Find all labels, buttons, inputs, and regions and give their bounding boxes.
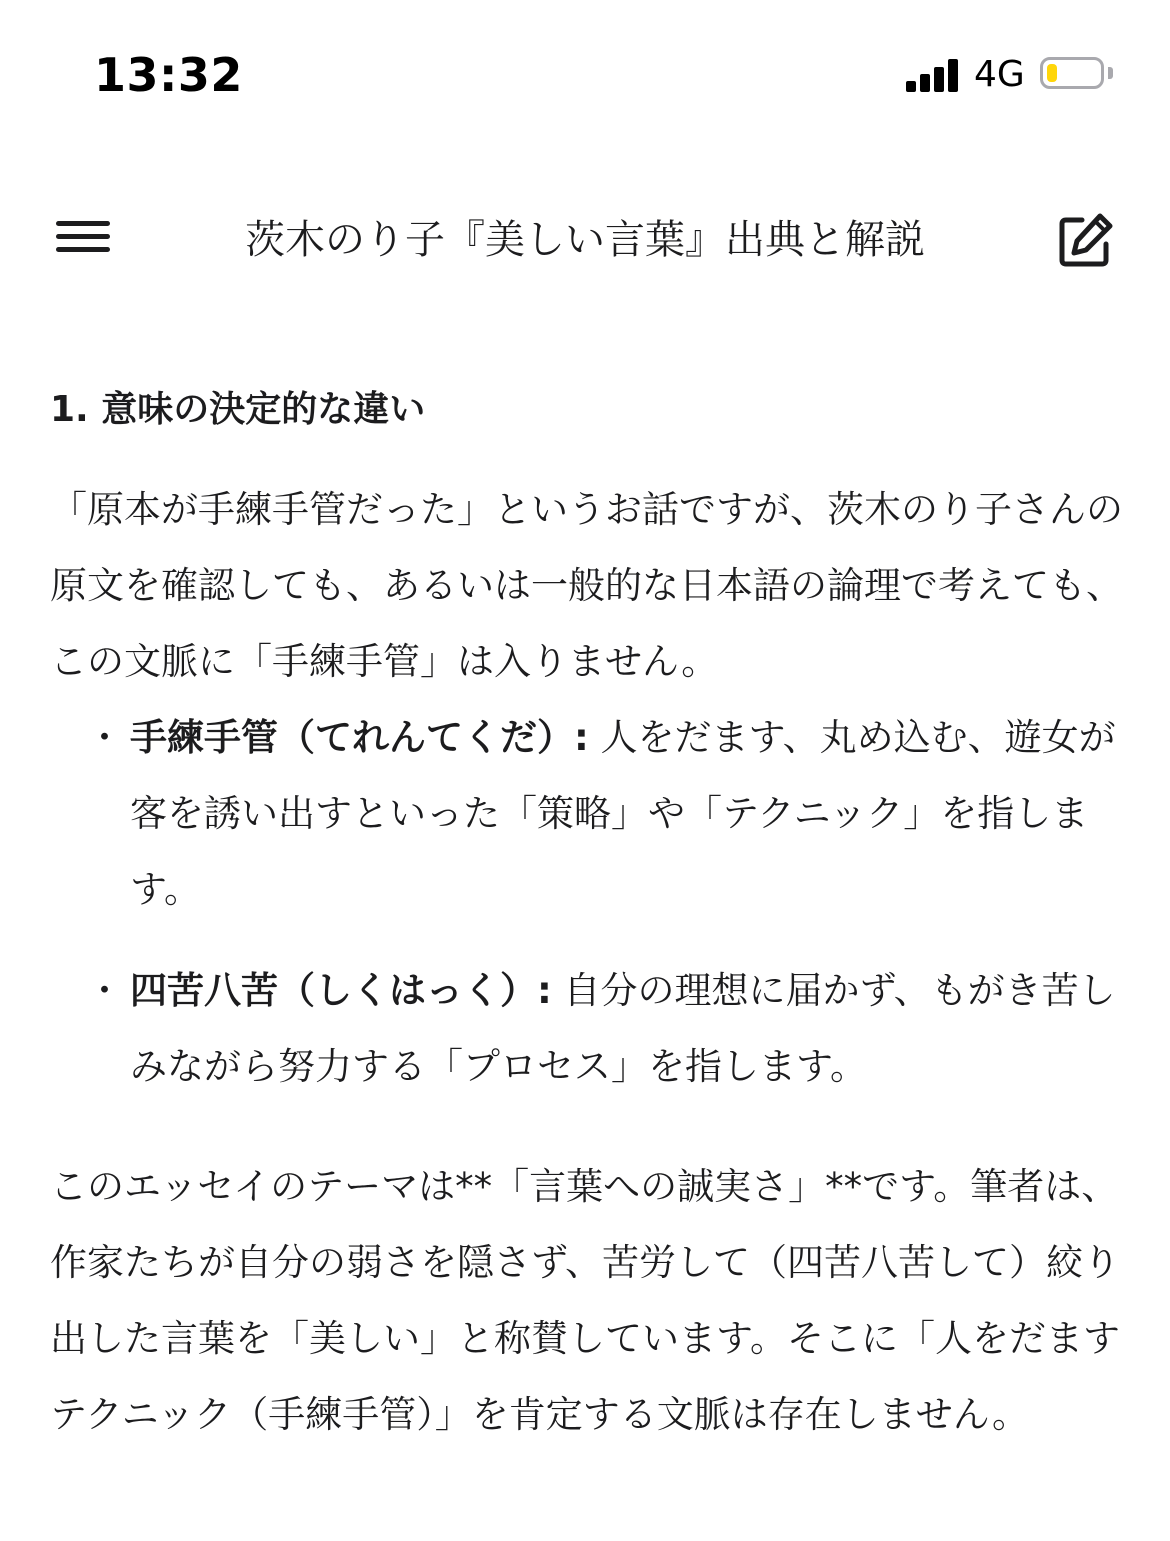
conclusion-paragraph: このエッセイのテーマは**「言葉への誠実さ」**です。筆者は、作家たちが自分の弱さを隠さず、苦労して（四苦八苦して）絞り出した言葉を「美しい」と称賛しています。そこに「人をだますテクニック（手練手管）」を肯定する文脈は存在しません。 — [50, 1165, 1121, 1436]
term-definition: 自分の理想に届かず、もがき苦しみながら努力する「プロセス」を指します。 — [130, 969, 1116, 1088]
intro-paragraph: 「原本が手練手管だった」というお話ですが、茨木のり子さんの原文を確認しても、あるいは一般的な日本語の論理で考えても、この文脈に「手練手管」は入りません。 — [50, 488, 1123, 683]
bullet-marker: ・ — [86, 716, 123, 759]
network-type: 4G — [974, 54, 1025, 95]
app-header — [0, 180, 1170, 290]
term-label: 手練手管（てれんてくだ）: — [130, 716, 589, 759]
hamburger-menu-icon[interactable] — [52, 217, 114, 257]
list-item — [50, 953, 1125, 1105]
compose-icon[interactable] — [1054, 210, 1116, 272]
section-heading: 1. 意味の決定的な違い — [50, 389, 426, 430]
cellular-signal-icon — [906, 58, 960, 92]
term-label: 四苦八苦（しくはっく）: — [130, 969, 552, 1012]
battery-cap — [1108, 67, 1113, 79]
message-content — [50, 384, 1125, 1453]
battery-level — [1047, 64, 1057, 82]
term-definition: 人をだます、丸め込む、遊女が客を誘い出すといった「策略」や「テクニック」を指します。 — [130, 716, 1116, 911]
battery-icon — [1040, 57, 1104, 89]
bullet-list — [50, 700, 1125, 1105]
page-title: 茨木のり子『美しい言葉』出典と解説 — [245, 217, 925, 263]
list-item — [50, 700, 1125, 928]
bullet-marker: ・ — [86, 969, 123, 1012]
status-time: 13:32 — [94, 48, 243, 102]
status-bar — [0, 0, 1170, 150]
